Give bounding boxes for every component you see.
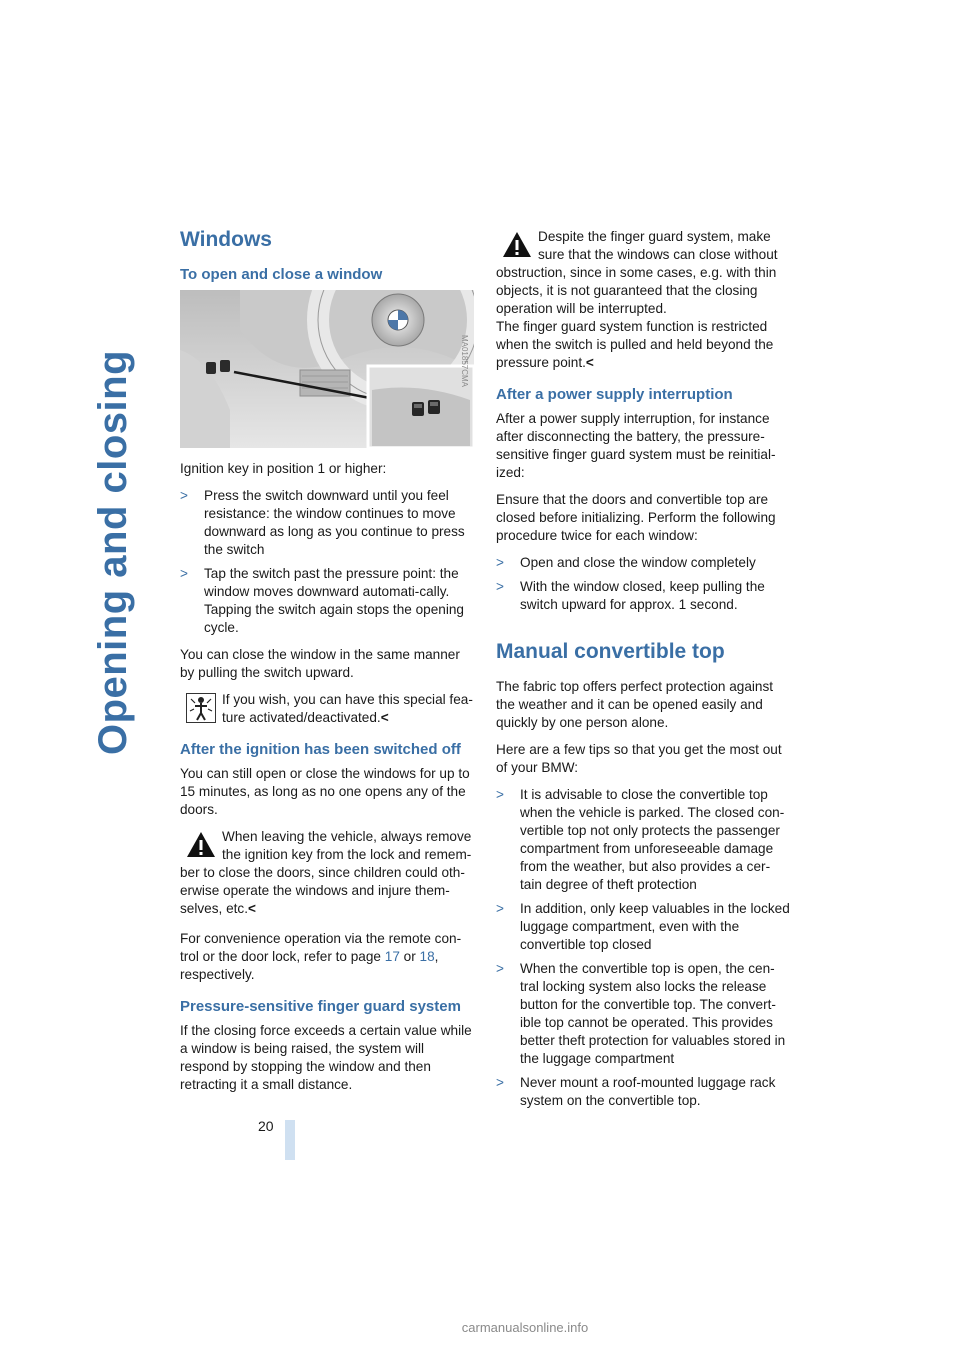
ensure-text: Ensure that the doors and convertible top are closed before initializing. Perform the following procedure twice for each window: bbox=[496, 492, 776, 543]
window-switch-figure bbox=[180, 290, 474, 448]
page-number: 20 bbox=[258, 1118, 274, 1134]
end-marker: < bbox=[380, 710, 389, 725]
mechanic-icon bbox=[186, 693, 216, 723]
bullet-marker: > bbox=[496, 901, 504, 916]
dashboard-illustration bbox=[180, 290, 474, 448]
open-steps-list bbox=[180, 487, 476, 637]
left-column bbox=[180, 226, 476, 1103]
list-item: > In addition, only keep valuables in the locked luggage compartment, even with the convertible top closed bbox=[496, 901, 790, 952]
ignition-text: Ignition key in position 1 or higher: bbox=[180, 461, 387, 476]
bullet-marker: > bbox=[496, 961, 504, 976]
convertible-tips-list bbox=[496, 786, 790, 1110]
list-item: > Tap the switch past the pressure point: the window moves downward automati-cally. Tapping the switch again stops the opening cycle. bbox=[180, 566, 464, 635]
special-feature-note: If you wish, you can have this special fea-ture activated/deactivated.< bbox=[180, 691, 476, 727]
heading-windows: Windows bbox=[180, 228, 272, 251]
convenience-text: For convenience operation via the remote con-trol or the door lock, refer to page 17 or 18, respectively. bbox=[180, 931, 462, 982]
heading-pressure-guard: Pressure-sensitive finger guard system bbox=[180, 998, 461, 1015]
list-item: > Never mount a roof-mounted luggage rack system on the convertible top. bbox=[496, 1075, 776, 1108]
bullet-marker: > bbox=[496, 579, 504, 594]
footer-watermark: carmanualsonline.info bbox=[461, 1320, 589, 1335]
end-marker: < bbox=[585, 355, 594, 370]
heading-convertible-top: Manual convertible top bbox=[496, 640, 725, 663]
list-item: > Press the switch downward until you feel resistance: the window continues to move downward as long as you continue to press the switch bbox=[180, 488, 465, 557]
bullet-marker: > bbox=[496, 555, 504, 570]
finger-guard-warning: Despite the finger guard system, make sure that the windows can close without obstruction, since in some cases, e.g. with thin objects, it is not guaranteed that the closing operation will be interrupted. The finger guard system function is restricted when the switch is pulled and held beyond the pressure point.< bbox=[496, 229, 778, 370]
page-ref-17[interactable]: 17 bbox=[384, 949, 400, 964]
list-item: > When the convertible top is open, the cen-tral locking system also locks the release button for the convertible top. The convert-ible top cannot be operated. This provides better theft protection for valuables stored in the luggage compartment bbox=[496, 961, 786, 1066]
bullet-marker: > bbox=[496, 787, 504, 802]
after-ignition-text: You can still open or close the windows for up to 15 minutes, as long as no one opens any of the doors. bbox=[180, 766, 470, 817]
convertible-text-2: Here are a few tips so that you get the most out of your BMW: bbox=[496, 742, 782, 775]
bullet-marker: > bbox=[180, 566, 188, 581]
bullet-marker: > bbox=[496, 1075, 504, 1090]
heading-open-close: To open and close a window bbox=[180, 266, 383, 283]
power-text: After a power supply interruption, for instance after disconnecting the battery, the pressure-sensitive finger guard system must be reinitial-ized: bbox=[496, 411, 776, 480]
heading-after-ignition: After the ignition has been switched off bbox=[180, 741, 461, 758]
end-marker: < bbox=[248, 901, 256, 916]
init-steps-list bbox=[496, 554, 790, 614]
list-item: > Open and close the window completely bbox=[496, 555, 756, 570]
close-text: You can close the window in the same manner by pulling the switch upward. bbox=[180, 647, 460, 680]
page-number-bar bbox=[285, 1120, 295, 1160]
right-column bbox=[496, 226, 790, 1119]
list-item: > With the window closed, keep pulling the switch upward for approx. 1 second. bbox=[496, 579, 765, 612]
leaving-warning: When leaving the vehicle, always remove the ignition key from the lock and remem-ber to close the doors, since children could oth-erwise operate the windows and injure them-selves, etc.< bbox=[180, 829, 472, 916]
list-item: > It is advisable to close the convertible top when the vehicle is parked. The closed con-vertible top not only protects the passenger compartment from unforeseeable damage from the weather, but also provides a cer-tain degree of theft protection bbox=[496, 787, 785, 892]
heading-power-interruption: After a power supply interruption bbox=[496, 386, 733, 403]
side-chapter-title bbox=[64, 232, 164, 872]
warning-icon bbox=[186, 830, 216, 860]
warning-icon bbox=[502, 230, 532, 260]
bullet-marker: > bbox=[180, 488, 188, 503]
pressure-text: If the closing force exceeds a certain value while a window is being raised, the system will respond by stopping the window and then retracting it a small distance. bbox=[180, 1023, 472, 1092]
page-ref-18[interactable]: 18 bbox=[419, 949, 435, 964]
convertible-text-1: The fabric top offers perfect protection against the weather and it can be opened easily and quickly by one person alone. bbox=[496, 679, 774, 730]
side-chapter-title-text: Opening and closing bbox=[91, 349, 136, 755]
figure-code: MA01857CMA bbox=[459, 334, 469, 388]
